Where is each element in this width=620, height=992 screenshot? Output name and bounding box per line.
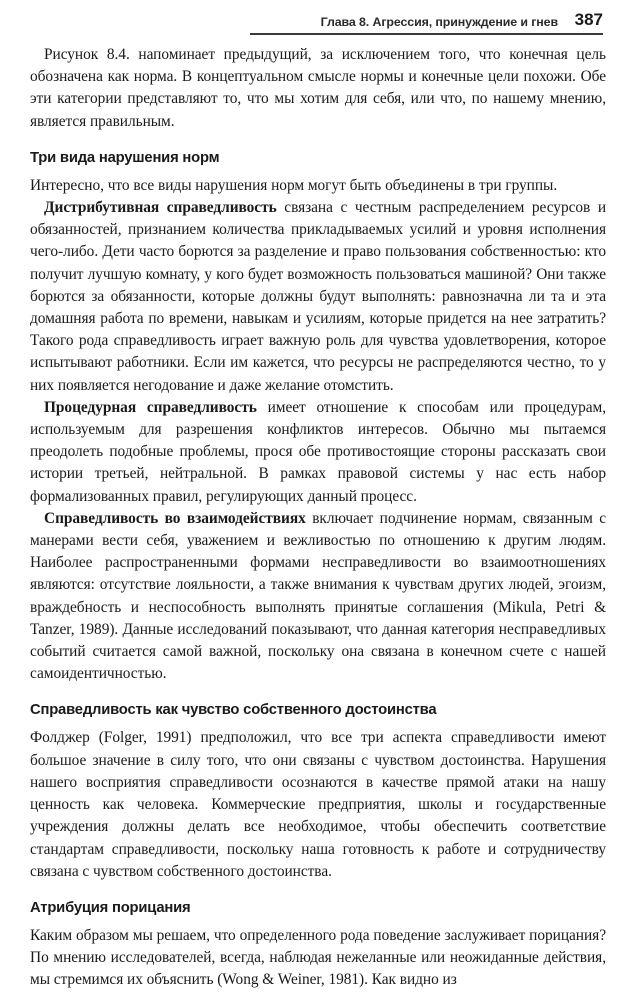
procedural-justice-text: имеет отношение к способам или процедурам, используемым для разрешения конфликтов интересов. Обычно мы пытаемся преодолеть подобные проблемы, прося обе противостоящие стороны рассказать свои истории третьей, нейтральной. В рамках правовой системы у нас есть набор формализованных правил, регулирующих данный процесс. bbox=[30, 398, 607, 505]
section-heading-justice-dignity: Справедливость как чувство собственного достоинства bbox=[30, 702, 437, 719]
header-rule bbox=[250, 33, 603, 35]
justice-dignity-paragraph: Фолджер (Folger, 1991) предположил, что все три аспекта справедливости имеют большое значение в силу того, что они связаны с чувством достоинства. Нарушения нашего восприятия справедливости осознаются в качестве прямой атаки на нашу ценность как человека. Коммерческие предприятия, школы и государственные учреждения должны делать все необходимое, чтобы обеспечить соответствие стандартам справедливости, поскольку наша готовность к работе и сотрудничеству связана с чувством собственного достоинства. bbox=[30, 729, 606, 880]
distributive-justice-text: связана с честным распределением ресурсов и обязанностей, признанием количества прикладываемых усилий и уровня исполнения чего-либо. Дети часто борются за разделение и право пользования собственностью: кто получит лучшую комнату, у кого будет возможность пользоваться машиной? Они также борются за обязанности, которые должны будут выполнять: равнозначна ли та и эта домашняя работа по времени, навыкам и усилиям, которые придется на нее затратить? Такого рода справедливость играет важную роль для чувства удовлетворения, которое испытывают работники. Если им кажется, что ресурсы не распределяются честно, то у них появляется негодование и даже желание отомстить. bbox=[30, 199, 607, 394]
term-interactional-justice: Справедливость во взаимодействиях bbox=[44, 509, 306, 527]
chapter-title: Глава 8. Агрессия, принуждение и гнев bbox=[320, 15, 558, 29]
running-header bbox=[30, 10, 603, 36]
term-procedural-justice: Процедурная справедливость bbox=[44, 398, 257, 416]
term-distributive-justice: Дистрибутивная справедливость bbox=[44, 199, 277, 217]
section1-lead-paragraph: Интересно, что все виды нарушения норм могут быть объединены в три группы. bbox=[30, 176, 558, 194]
section-heading-norm-violations: Три вида нарушения норм bbox=[30, 149, 220, 166]
procedural-justice-paragraph bbox=[30, 397, 606, 508]
distributive-justice-paragraph bbox=[30, 197, 606, 397]
blame-attribution-paragraph: Каким образом мы решаем, что определенного рода поведение заслуживает порицания? По мнению исследователей, всегда, наблюдая нежеланные или неожиданные действия, мы стремимся их объяснить (Wong & Weiner, 1981). Как видно из bbox=[30, 926, 606, 989]
section-heading-blame-attribution: Атрибуция порицания bbox=[30, 899, 191, 916]
intro-paragraph: Рисунок 8.4. напоминает предыдущий, за исключением того, что конечная цель обозначена как норма. В концептуальном смысле нормы и конечные цели похожи. Обе эти категории представляют то, что мы хотим для себя, или что, по нашему мнению, является правильным. bbox=[30, 46, 606, 130]
page-number: 387 bbox=[574, 10, 603, 29]
page-body bbox=[30, 44, 606, 992]
interactional-justice-paragraph bbox=[30, 508, 606, 686]
interactional-justice-text: включает подчинение нормам, связанным с манерами вести себя, уважением и вежливостью по отношению к другим людям. Наиболее распространенными формами несправедливости во взаимоотношениях являются: отсутствие лояльности, а также внимания к чувствам других людей, эгоизм, враждебность и неспособность выполнять принятые соглашения (Mikula, Petri & Tanzer, 1989). Данные исследований показывают, что данная категория несправедливых событий считается самой важной, поскольку она связана в конечном счете с нашей самоидентичностью. bbox=[30, 509, 606, 683]
